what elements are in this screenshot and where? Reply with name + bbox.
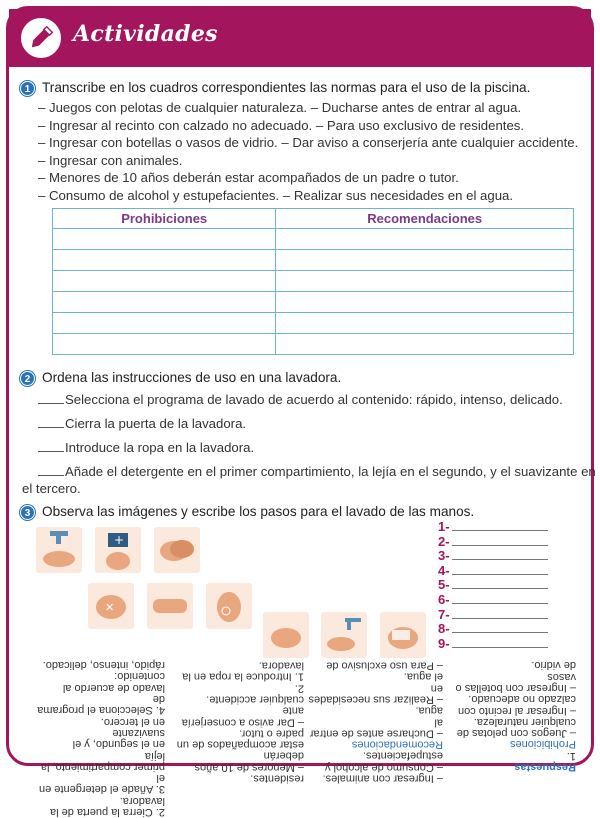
wet-hands-image	[36, 527, 82, 573]
table-cell[interactable]	[276, 292, 574, 313]
answer-blank[interactable]	[38, 475, 64, 476]
step-line[interactable]: 5-	[438, 578, 548, 593]
answers-column-4: 2. Cierra la puerta de la lavadora. 3. Añade el detergente en el primer compartimiento, la lejía en el segundo, y el suavizante en el tercero. 4. Selecciona el programa de lavado de acuerdo al contenido: rápido, intenso, delicado.	[37, 659, 165, 818]
table-cell[interactable]	[53, 334, 276, 355]
step-line[interactable]: 4-	[438, 564, 548, 579]
step-line[interactable]: 3-	[438, 549, 548, 564]
answers-column-3: residentes. – Menores de 10 años deberán estar acompañados de un padre o tutor. – Dar aviso a conserjería ante cualquier accidente. 2. 1. Introduce la ropa en la lavadora.	[176, 659, 304, 785]
soap-image	[95, 527, 141, 573]
question-prompt: Ordena las instrucciones de uso en una lavadora.	[42, 370, 342, 385]
step-line[interactable]: 9-	[438, 637, 548, 652]
page-title: Actividades	[73, 21, 218, 47]
question-3	[20, 503, 474, 520]
thumb-rub-image	[206, 583, 252, 629]
question-2	[20, 369, 341, 386]
order-item: Añade el detergente en el primer compartimiento, la lejía en el segundo, y el suavizante en	[38, 463, 596, 480]
list-item: – Juegos con pelotas de cualquier naturaleza. – Ducharse antes de entrar al agua.	[38, 100, 522, 115]
order-item: Introduce la ropa en la lavadora.	[38, 439, 254, 456]
answer-blank[interactable]	[38, 451, 64, 452]
pencil-icon-badge	[18, 15, 64, 61]
table-cell[interactable]	[53, 271, 276, 292]
list-item: – Menores de 10 años deberán estar acompañados de un padre o tutor.	[38, 170, 459, 186]
fingertips-rub-image	[263, 612, 309, 658]
table-cell[interactable]	[53, 250, 276, 271]
header-bar	[9, 9, 591, 67]
answers-column-2: – Ingresar con animales. – Consumo de alcohol y estupefacientes. Recomendaciones – Ducharse antes de entrar al agua. – Realizar sus necesidades en el agua. – Para uso exclusivo de	[308, 659, 443, 785]
list-item: – Ingresar con animales.	[38, 152, 183, 168]
steps-list	[438, 520, 548, 651]
order-item-continued: el tercero.	[22, 481, 81, 496]
order-item: Selecciona el programa de lavado de acuerdo al contenido: rápido, intenso, delicado.	[38, 391, 563, 408]
table-cell[interactable]	[53, 292, 276, 313]
table-cell[interactable]	[53, 313, 276, 334]
list-item: – Consumo de alcohol y estupefacientes. – Realizar sus necesidades en el agua.	[38, 187, 514, 203]
svg-text:✕: ✕	[105, 601, 115, 614]
list-item: – Ingresar al recinto con calzado no adecuado. – Para uso exclusivo de residentes.	[38, 117, 525, 133]
dry-hands-image	[380, 612, 426, 658]
step-line[interactable]: 1-	[438, 520, 548, 535]
question-number: 3	[20, 505, 35, 520]
svg-text:+: +	[114, 533, 125, 547]
question-1	[20, 79, 530, 96]
table-cell[interactable]	[276, 334, 574, 355]
step-line[interactable]: 8-	[438, 622, 548, 637]
column-header-prohibiciones: Prohibiciones	[53, 209, 276, 229]
question-prompt: Observa las imágenes y escribe los pasos para el lavado de las manos.	[42, 504, 475, 519]
table-cell[interactable]	[53, 229, 276, 250]
question-number: 1	[20, 81, 35, 96]
answer-blank[interactable]	[38, 427, 64, 428]
step-line[interactable]: 2-	[438, 535, 548, 550]
order-item: Cierra la puerta de la lavadora.	[38, 415, 246, 432]
question-number: 2	[20, 371, 35, 386]
rinse-hands-image	[321, 612, 367, 658]
interlace-fingers-image	[147, 583, 193, 629]
list-item: – Ingresar con botellas o vasos de vidrio. – Dar aviso a conserjería ante cualquier accidente.	[38, 135, 579, 151]
table-cell[interactable]	[276, 250, 574, 271]
table-cell[interactable]	[276, 229, 574, 250]
step-line[interactable]: 6-	[438, 593, 548, 608]
question-prompt: Transcribe en los cuadros correspondientes las normas para el uso de la piscina.	[42, 80, 531, 95]
step-line[interactable]: 7-	[438, 608, 548, 623]
column-header-recomendaciones: Recomendaciones	[276, 209, 574, 229]
rules-list	[38, 99, 578, 205]
rub-palms-image	[154, 527, 200, 573]
rules-table	[52, 208, 574, 355]
answer-blank[interactable]	[38, 403, 64, 404]
table-cell[interactable]	[276, 271, 574, 292]
answers-column-1: Respuestas 1. Prohibiciones – Juegos con pelotas de cualquier naturaleza. – Ingresar al recinto con calzado no adecuado. – Ingresar con botellas o vasos de vidrio.	[455, 659, 576, 773]
back-of-hands-image	[88, 583, 134, 629]
pencil-icon	[28, 25, 54, 51]
table-cell[interactable]	[276, 313, 574, 334]
